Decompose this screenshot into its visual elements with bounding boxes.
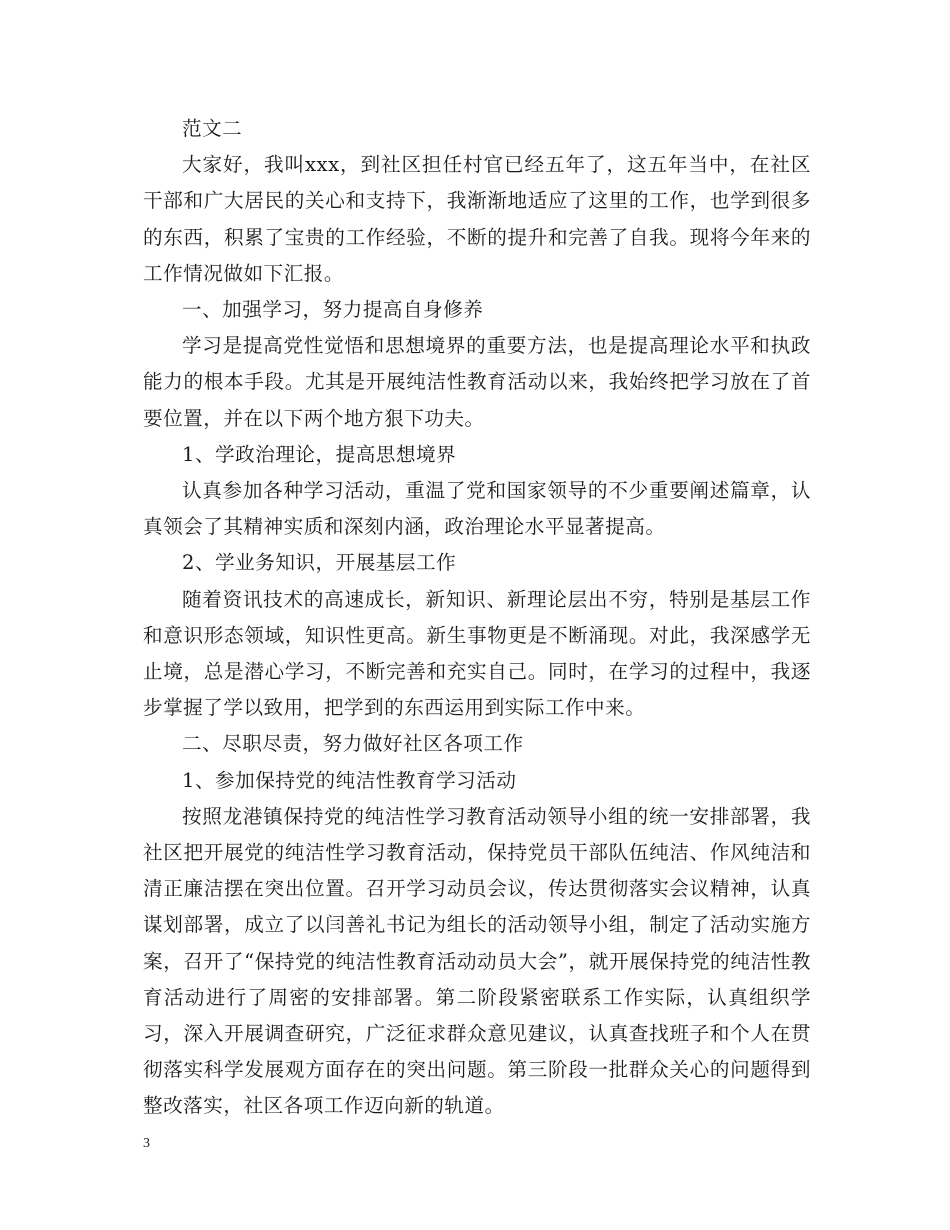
- paragraph-business-knowledge: 随着资讯技术的高速成长，新知识、新理论层出不穷，特别是基层工作和意识形态领域，知识性更高。新生事物更是不断涌现。对此，我深感学无止境，总是潜心学习，不断完善和充实自己。同时，在学习的过程中，我逐步掌握了学以致用，把学到的东西运用到实际工作中来。: [143, 587, 811, 720]
- paragraph-purity-education: 按照龙港镇保持党的纯洁性学习教育活动领导小组的统一安排部署，我社区把开展党的纯洁性学习教育活动，保持党员干部队伍纯洁、作风纯洁和清正廉洁摆在突出位置。召开学习动员会议，传达贯彻落实会议精神，认真谋划部署，成立了以闫善礼书记为组长的活动领导小组，制定了活动实施方案，召开了“保持党的纯洁性教育活动动员大会”，就开展保持党的纯洁性教育活动进行了周密的安排部署。第二阶段紧密联系工作实际，认真组织学习，深入开展调查研究，广泛征求群众意见建议，认真查找班子和个人在贯彻落实科学发展观方面存在的突出问题。第三阶段一批群众关心的问题得到整改落实，社区各项工作迈向新的轨道。: [143, 804, 811, 1118]
- paragraph-political-theory: 认真参加各种学习活动，重温了党和国家领导的不少重要阐述篇章，认真领会了其精神实质和深刻内涵，政治理论水平显著提高。: [143, 479, 811, 539]
- paragraph-intro: 大家好，我叫xxx，到社区担任村官已经五年了，这五年当中，在社区干部和广大居民的关心和支持下，我渐渐地适应了这里的工作，也学到很多的东西，积累了宝贵的工作经验，不断的提升和完善了自我。现将今年来的工作情况做如下汇报。: [143, 153, 811, 285]
- subheading-1-1: 1、学政治理论，提高思想境界: [182, 442, 457, 466]
- document-body: [143, 111, 811, 1125]
- subheading-1-2: 2、学业务知识，开展基层工作: [182, 551, 457, 575]
- paragraph-heading-fanwen: 范文二: [182, 117, 243, 140]
- section-heading-2: 二、尽职尽责，努力做好社区各项工作: [182, 732, 524, 756]
- page-number: 3: [143, 1136, 150, 1151]
- paragraph-study: 学习是提高党性觉悟和思想境界的重要方法，也是提高理论水平和执政能力的根本手段。尤其是开展纯洁性教育活动以来，我始终把学习放在了首要位置，并在以下两个地方狠下功夫。: [143, 334, 811, 430]
- section-heading-1: 一、加强学习，努力提高自身修养: [182, 298, 484, 322]
- subheading-2-1: 1、参加保持党的纯洁性教育学习活动: [182, 768, 517, 792]
